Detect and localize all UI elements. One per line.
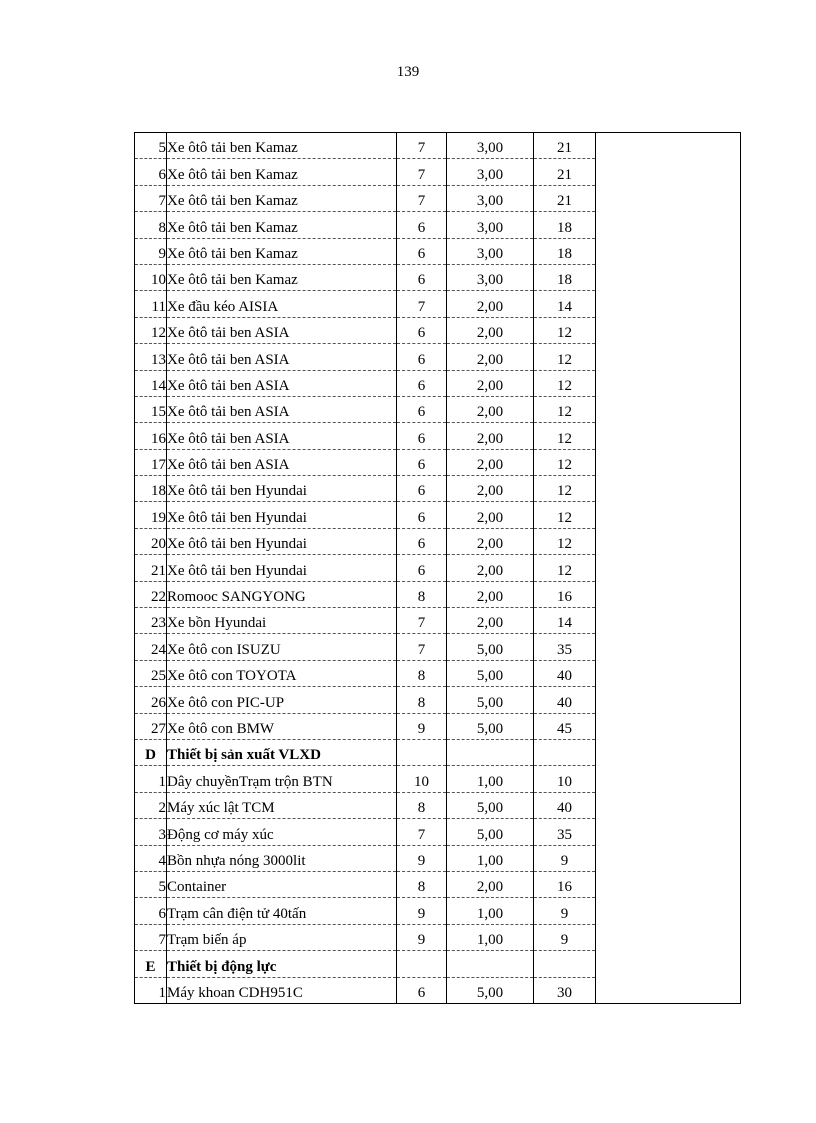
note-cell — [596, 608, 741, 634]
value-c: 10 — [534, 766, 596, 792]
row-number: 14 — [135, 370, 167, 396]
note-cell — [596, 344, 741, 370]
value-a: 6 — [397, 317, 447, 343]
table-row — [135, 344, 741, 370]
value-b: 5,00 — [447, 660, 534, 686]
table-row — [135, 713, 741, 739]
table-row — [135, 291, 741, 317]
value-c: 12 — [534, 396, 596, 422]
table-row — [135, 528, 741, 554]
equipment-name: Bồn nhựa nóng 3000lit — [167, 845, 397, 871]
note-cell — [596, 819, 741, 845]
table-row — [135, 476, 741, 502]
equipment-name: Xe đầu kéo AISIA — [167, 291, 397, 317]
page-number: 139 — [396, 64, 420, 80]
equipment-name: Xe ôtô tải ben Kamaz — [167, 133, 397, 159]
value-a: 8 — [397, 660, 447, 686]
section-row — [135, 739, 741, 765]
row-number: D — [135, 739, 167, 765]
value-b — [447, 951, 534, 977]
value-b: 3,00 — [447, 212, 534, 238]
value-b: 5,00 — [447, 792, 534, 818]
value-a: 6 — [397, 344, 447, 370]
equipment-name: Xe ôtô tải ben ASIA — [167, 449, 397, 475]
value-c — [534, 739, 596, 765]
equipment-name: Xe ôtô con PIC-UP — [167, 687, 397, 713]
row-number: 11 — [135, 291, 167, 317]
equipment-name: Thiết bị sản xuất VLXD — [167, 739, 397, 765]
row-number: 21 — [135, 555, 167, 581]
equipment-name: Trạm biến áp — [167, 924, 397, 950]
table-row — [135, 555, 741, 581]
table-row — [135, 423, 741, 449]
row-number: 12 — [135, 317, 167, 343]
equipment-name: Xe ôtô tải ben Kamaz — [167, 185, 397, 211]
equipment-name: Xe ôtô tải ben Kamaz — [167, 159, 397, 185]
value-c: 21 — [534, 159, 596, 185]
table-row — [135, 185, 741, 211]
row-number: 5 — [135, 133, 167, 159]
value-c: 18 — [534, 212, 596, 238]
note-cell — [596, 581, 741, 607]
value-c: 40 — [534, 687, 596, 713]
table-row — [135, 660, 741, 686]
equipment-name: Thiết bị động lực — [167, 951, 397, 977]
value-a: 6 — [397, 476, 447, 502]
value-b: 2,00 — [447, 476, 534, 502]
table-row — [135, 977, 741, 1003]
value-b: 1,00 — [447, 845, 534, 871]
value-a: 8 — [397, 581, 447, 607]
table-row — [135, 766, 741, 792]
row-number: 2 — [135, 792, 167, 818]
value-c: 9 — [534, 924, 596, 950]
value-c: 35 — [534, 634, 596, 660]
value-a: 7 — [397, 634, 447, 660]
table-row — [135, 370, 741, 396]
note-cell — [596, 528, 741, 554]
row-number: 1 — [135, 977, 167, 1003]
value-a: 6 — [397, 264, 447, 290]
value-a: 7 — [397, 608, 447, 634]
equipment-name: Xe bồn Hyundai — [167, 608, 397, 634]
equipment-table-body — [135, 133, 741, 1004]
value-b: 2,00 — [447, 449, 534, 475]
table-row — [135, 845, 741, 871]
value-b — [447, 739, 534, 765]
note-cell — [596, 133, 741, 159]
value-a: 8 — [397, 792, 447, 818]
value-c: 12 — [534, 344, 596, 370]
note-cell — [596, 871, 741, 897]
note-cell — [596, 449, 741, 475]
value-a: 9 — [397, 924, 447, 950]
value-c: 18 — [534, 238, 596, 264]
table-row — [135, 634, 741, 660]
value-b: 1,00 — [447, 924, 534, 950]
note-cell — [596, 264, 741, 290]
value-b: 1,00 — [447, 898, 534, 924]
row-number: 3 — [135, 819, 167, 845]
value-a: 8 — [397, 687, 447, 713]
table-row — [135, 898, 741, 924]
value-c: 9 — [534, 845, 596, 871]
table-row — [135, 819, 741, 845]
value-c: 21 — [534, 185, 596, 211]
row-number: 17 — [135, 449, 167, 475]
row-number: 16 — [135, 423, 167, 449]
value-b: 3,00 — [447, 264, 534, 290]
value-a: 9 — [397, 845, 447, 871]
value-c: 12 — [534, 423, 596, 449]
note-cell — [596, 423, 741, 449]
value-c: 40 — [534, 660, 596, 686]
row-number: 5 — [135, 871, 167, 897]
note-cell — [596, 660, 741, 686]
row-number: 1 — [135, 766, 167, 792]
value-b: 5,00 — [447, 634, 534, 660]
value-c: 12 — [534, 528, 596, 554]
note-cell — [596, 634, 741, 660]
value-c: 16 — [534, 581, 596, 607]
table-row — [135, 396, 741, 422]
note-cell — [596, 739, 741, 765]
value-b: 2,00 — [447, 423, 534, 449]
value-b: 3,00 — [447, 238, 534, 264]
row-number: 8 — [135, 212, 167, 238]
note-cell — [596, 476, 741, 502]
note-cell — [596, 238, 741, 264]
value-a: 7 — [397, 819, 447, 845]
value-c: 21 — [534, 133, 596, 159]
equipment-name: Máy khoan CDH951C — [167, 977, 397, 1003]
row-number: 20 — [135, 528, 167, 554]
row-number: 15 — [135, 396, 167, 422]
value-b: 2,00 — [447, 608, 534, 634]
equipment-name: Xe ôtô tải ben Hyundai — [167, 528, 397, 554]
note-cell — [596, 291, 741, 317]
row-number: 24 — [135, 634, 167, 660]
row-number: 23 — [135, 608, 167, 634]
note-cell — [596, 977, 741, 1003]
value-b: 3,00 — [447, 159, 534, 185]
equipment-name: Xe ôtô con ISUZU — [167, 634, 397, 660]
value-a: 10 — [397, 766, 447, 792]
value-c: 12 — [534, 370, 596, 396]
note-cell — [596, 212, 741, 238]
equipment-name: Xe ôtô tải ben Hyundai — [167, 555, 397, 581]
note-cell — [596, 317, 741, 343]
value-b: 2,00 — [447, 581, 534, 607]
value-b: 2,00 — [447, 344, 534, 370]
value-b: 2,00 — [447, 528, 534, 554]
value-b: 2,00 — [447, 370, 534, 396]
equipment-name: Máy xúc lật TCM — [167, 792, 397, 818]
value-b: 2,00 — [447, 871, 534, 897]
row-number: 6 — [135, 898, 167, 924]
value-c: 16 — [534, 871, 596, 897]
table-row — [135, 608, 741, 634]
equipment-name: Xe ôtô tải ben ASIA — [167, 344, 397, 370]
note-cell — [596, 792, 741, 818]
row-number: 27 — [135, 713, 167, 739]
value-a — [397, 951, 447, 977]
note-cell — [596, 766, 741, 792]
value-a: 7 — [397, 291, 447, 317]
row-number: 19 — [135, 502, 167, 528]
value-b: 5,00 — [447, 977, 534, 1003]
row-number: 22 — [135, 581, 167, 607]
row-number: 9 — [135, 238, 167, 264]
note-cell — [596, 502, 741, 528]
value-b: 2,00 — [447, 291, 534, 317]
equipment-name: Xe ôtô tải ben ASIA — [167, 370, 397, 396]
table-row — [135, 792, 741, 818]
value-b: 5,00 — [447, 819, 534, 845]
value-a: 6 — [397, 449, 447, 475]
equipment-name: Romooc SANGYONG — [167, 581, 397, 607]
equipment-name: Xe ôtô tải ben ASIA — [167, 396, 397, 422]
value-a: 9 — [397, 898, 447, 924]
value-b: 5,00 — [447, 687, 534, 713]
value-a: 6 — [397, 212, 447, 238]
note-cell — [596, 159, 741, 185]
value-b: 3,00 — [447, 185, 534, 211]
table-row — [135, 212, 741, 238]
table-row — [135, 264, 741, 290]
row-number: 18 — [135, 476, 167, 502]
note-cell — [596, 396, 741, 422]
table-row — [135, 133, 741, 159]
value-a — [397, 739, 447, 765]
value-c: 9 — [534, 898, 596, 924]
row-number: 25 — [135, 660, 167, 686]
table-row — [135, 924, 741, 950]
value-c: 40 — [534, 792, 596, 818]
table-row — [135, 238, 741, 264]
value-c: 14 — [534, 608, 596, 634]
value-c: 12 — [534, 449, 596, 475]
note-cell — [596, 898, 741, 924]
value-a: 6 — [397, 238, 447, 264]
note-cell — [596, 924, 741, 950]
equipment-name: Xe ôtô tải ben ASIA — [167, 423, 397, 449]
value-a: 6 — [397, 423, 447, 449]
table-row — [135, 502, 741, 528]
value-c — [534, 951, 596, 977]
row-number: 4 — [135, 845, 167, 871]
row-number: 6 — [135, 159, 167, 185]
value-a: 9 — [397, 713, 447, 739]
value-b: 2,00 — [447, 396, 534, 422]
table-row — [135, 871, 741, 897]
row-number: 26 — [135, 687, 167, 713]
value-a: 6 — [397, 370, 447, 396]
value-c: 12 — [534, 555, 596, 581]
value-a: 6 — [397, 502, 447, 528]
value-b: 1,00 — [447, 766, 534, 792]
section-row — [135, 951, 741, 977]
value-a: 6 — [397, 555, 447, 581]
equipment-name: Xe ôtô tải ben Kamaz — [167, 212, 397, 238]
note-cell — [596, 370, 741, 396]
value-c: 12 — [534, 502, 596, 528]
note-cell — [596, 687, 741, 713]
value-c: 12 — [534, 317, 596, 343]
value-a: 6 — [397, 977, 447, 1003]
row-number: 13 — [135, 344, 167, 370]
table-row — [135, 687, 741, 713]
table-row — [135, 581, 741, 607]
equipment-name: Xe ôtô tải ben ASIA — [167, 317, 397, 343]
equipment-name: Dây chuyềnTrạm trộn BTN — [167, 766, 397, 792]
equipment-name: Xe ôtô con BMW — [167, 713, 397, 739]
value-c: 14 — [534, 291, 596, 317]
equipment-name: Trạm cân điện tử 40tấn — [167, 898, 397, 924]
row-number: 10 — [135, 264, 167, 290]
value-b: 3,00 — [447, 133, 534, 159]
table-row — [135, 317, 741, 343]
note-cell — [596, 951, 741, 977]
note-cell — [596, 713, 741, 739]
table-row — [135, 159, 741, 185]
table-row — [135, 449, 741, 475]
equipment-name: Container — [167, 871, 397, 897]
value-c: 12 — [534, 476, 596, 502]
value-a: 8 — [397, 871, 447, 897]
equipment-name: Xe ôtô tải ben Kamaz — [167, 238, 397, 264]
value-a: 6 — [397, 528, 447, 554]
value-a: 7 — [397, 185, 447, 211]
note-cell — [596, 555, 741, 581]
value-a: 6 — [397, 396, 447, 422]
value-b: 2,00 — [447, 555, 534, 581]
value-b: 5,00 — [447, 713, 534, 739]
equipment-name: Động cơ máy xúc — [167, 819, 397, 845]
value-c: 45 — [534, 713, 596, 739]
note-cell — [596, 185, 741, 211]
equipment-name: Xe ôtô tải ben Kamaz — [167, 264, 397, 290]
row-number: E — [135, 951, 167, 977]
note-cell — [596, 845, 741, 871]
value-c: 30 — [534, 977, 596, 1003]
row-number: 7 — [135, 924, 167, 950]
equipment-name: Xe ôtô con TOYOTA — [167, 660, 397, 686]
equipment-table — [134, 132, 741, 1004]
value-c: 35 — [534, 819, 596, 845]
value-a: 7 — [397, 133, 447, 159]
value-c: 18 — [534, 264, 596, 290]
row-number: 7 — [135, 185, 167, 211]
value-b: 2,00 — [447, 317, 534, 343]
equipment-name: Xe ôtô tải ben Hyundai — [167, 476, 397, 502]
value-b: 2,00 — [447, 502, 534, 528]
value-a: 7 — [397, 159, 447, 185]
equipment-name: Xe ôtô tải ben Hyundai — [167, 502, 397, 528]
